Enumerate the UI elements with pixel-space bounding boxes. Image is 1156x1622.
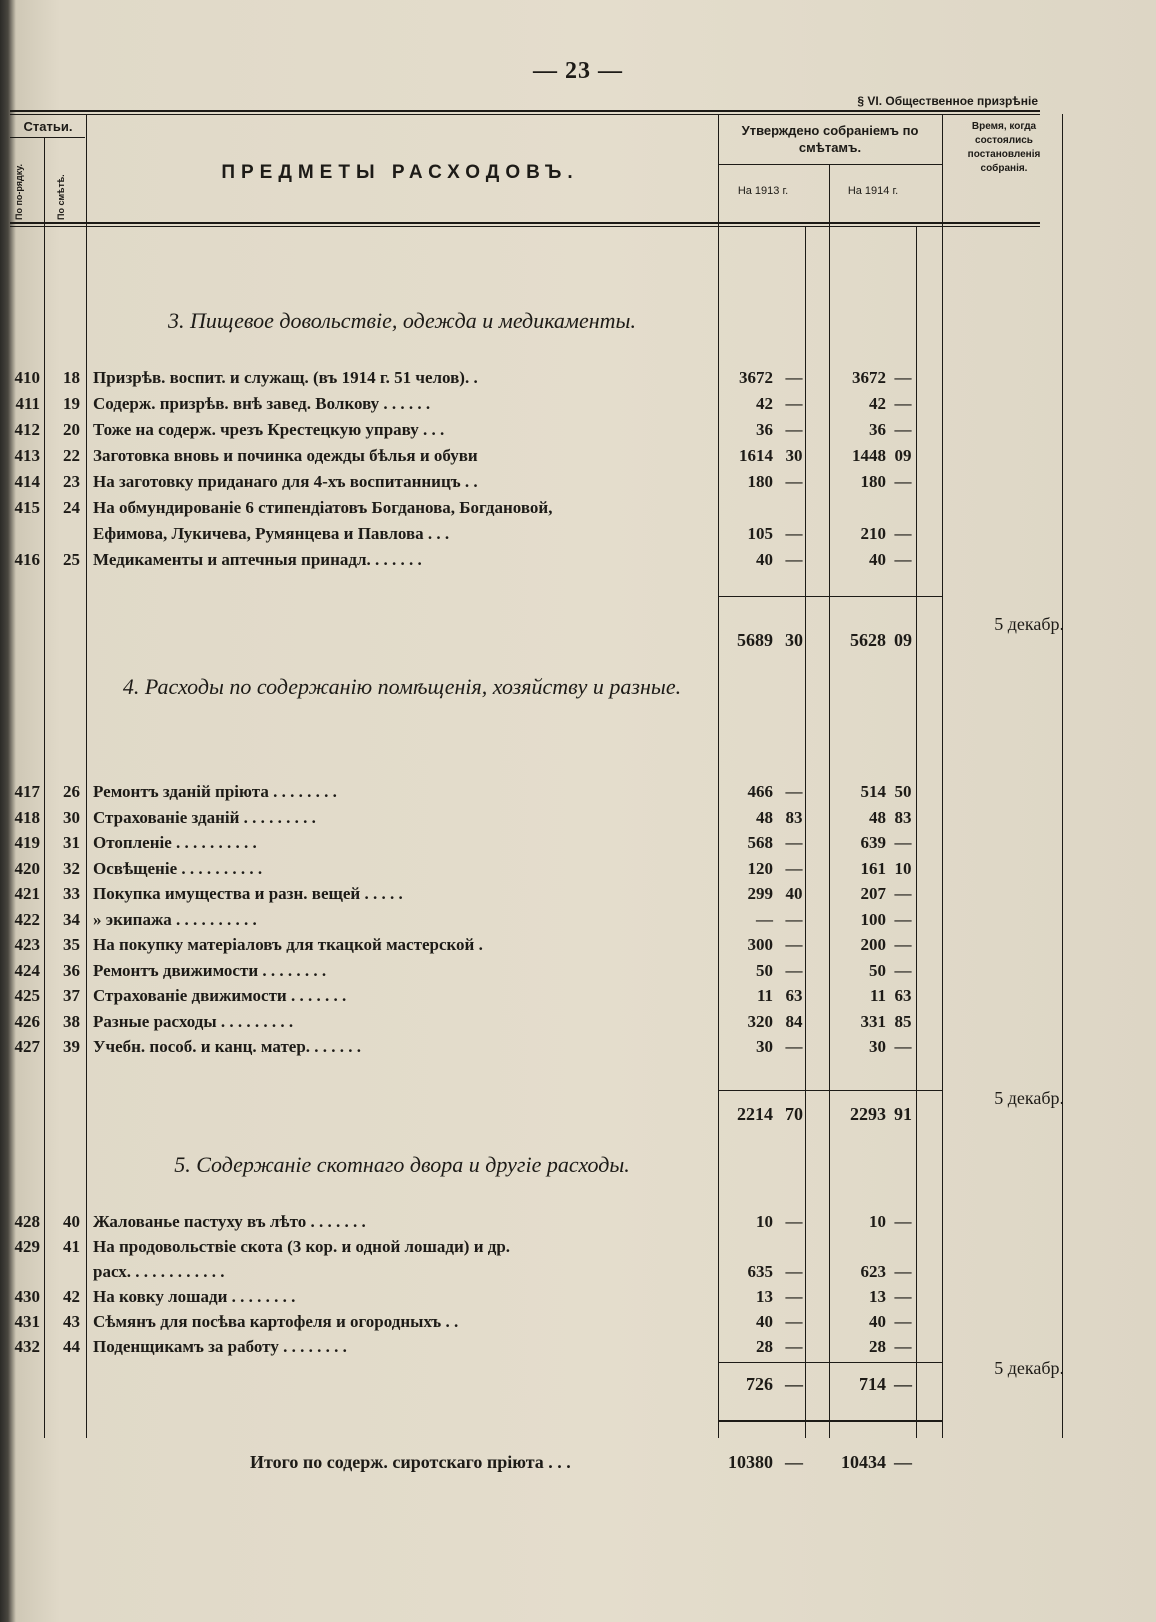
cell-no: 422 bbox=[14, 909, 40, 929]
cell-r14: 40 bbox=[869, 550, 886, 569]
cell-k13: — bbox=[785, 1287, 803, 1306]
cell-k14: — bbox=[894, 909, 912, 929]
cell-k14: 83 bbox=[894, 807, 912, 827]
table-row bbox=[0, 1237, 1156, 1263]
grand-total-1913: 10380 bbox=[728, 1452, 773, 1472]
cell-sm: 24 bbox=[63, 498, 80, 517]
cell-item: Заготовка вновь и починка одежды бѣлья и обуви bbox=[93, 446, 478, 465]
grand-total-1913-kop: — bbox=[785, 1452, 803, 1472]
cell-no: 424 bbox=[14, 960, 40, 980]
cell-k13: — bbox=[785, 833, 803, 852]
cell-no: 420 bbox=[14, 858, 40, 878]
cell-r13: 105 bbox=[747, 524, 773, 543]
cell-k13: 40 bbox=[785, 884, 803, 903]
table-row bbox=[0, 935, 1156, 961]
articles-header: Статьи. bbox=[23, 119, 73, 134]
subtotal-r13: 726 bbox=[746, 1374, 773, 1394]
subtotal-row bbox=[0, 614, 1156, 656]
cell-k13: — bbox=[785, 1262, 803, 1281]
cell-r13: 635 bbox=[747, 1262, 773, 1281]
cell-r14: 30 bbox=[869, 1037, 886, 1056]
cell-k14: — bbox=[894, 935, 912, 954]
cell-k14: — bbox=[894, 368, 912, 387]
cell-r13: 299 bbox=[747, 884, 773, 903]
cell-k14: — bbox=[894, 1337, 912, 1356]
cell-k13: — bbox=[785, 858, 803, 878]
cell-r13: 50 bbox=[756, 960, 773, 980]
section-reference: § VI. Общественное призрѣніе bbox=[857, 94, 1038, 108]
subtotal-time: 5 декабр. bbox=[994, 1358, 1064, 1378]
cell-r14: 42 bbox=[869, 394, 886, 413]
cell-r13: 30 bbox=[756, 1037, 773, 1056]
cell-sm: 34 bbox=[63, 909, 80, 929]
cell-r14: 1448 bbox=[852, 446, 886, 465]
table-row bbox=[0, 986, 1156, 1012]
cell-r13: 120 bbox=[747, 858, 773, 878]
cell-item: Отопленіе . . . . . . . . . . bbox=[93, 833, 257, 852]
cell-r13: 36 bbox=[756, 420, 773, 439]
cell-r13: 180 bbox=[747, 472, 773, 491]
cell-k13: — bbox=[785, 524, 803, 543]
cell-r14: 11 bbox=[869, 986, 886, 1005]
cell-r14: 514 bbox=[860, 782, 886, 801]
cell-k14: — bbox=[894, 1262, 912, 1281]
cell-sm: 40 bbox=[63, 1212, 80, 1231]
subtotal-r13: 2214 bbox=[737, 1104, 773, 1124]
table-row bbox=[0, 782, 1156, 808]
cell-sm: 20 bbox=[63, 420, 80, 439]
cell-no: 410 bbox=[14, 368, 40, 387]
cell-sm: 31 bbox=[63, 833, 80, 852]
subtotal-rule bbox=[718, 596, 942, 597]
by-estimate-header: По смѣтѣ. bbox=[56, 174, 66, 220]
cell-no: 425 bbox=[14, 986, 40, 1005]
cell-no: 432 bbox=[14, 1337, 40, 1356]
cell-r14: 36 bbox=[869, 420, 886, 439]
table-top-rule-thin bbox=[10, 114, 1040, 115]
cell-no: 419 bbox=[14, 833, 40, 852]
cell-item: » экипажа . . . . . . . . . . bbox=[93, 909, 257, 929]
table-row bbox=[0, 884, 1156, 910]
cell-k13: — bbox=[785, 1037, 803, 1056]
table-row bbox=[0, 1012, 1156, 1038]
cell-k13: — bbox=[785, 368, 803, 387]
cell-r13: — bbox=[756, 909, 773, 929]
cell-r14: 161 bbox=[860, 858, 886, 878]
cell-k14: 85 bbox=[894, 1011, 912, 1031]
table-row bbox=[0, 446, 1156, 472]
cell-k13: — bbox=[785, 472, 803, 491]
cell-item: Разные расходы . . . . . . . . . bbox=[93, 1011, 294, 1031]
grand-total-label: Итого по содерж. сиротскаго пріюта . . . bbox=[250, 1452, 571, 1472]
cell-sm: 26 bbox=[63, 782, 80, 801]
grand-total-1914: 10434 bbox=[841, 1452, 886, 1472]
grand-total-1914-kop: — bbox=[894, 1452, 912, 1472]
cell-no: 418 bbox=[14, 807, 40, 827]
cell-sm: 44 bbox=[63, 1337, 80, 1356]
cell-r14: 639 bbox=[860, 833, 886, 852]
table-title: ПРЕДМЕТЫ РАСХОДОВЪ. bbox=[221, 162, 579, 183]
cell-k13: 63 bbox=[785, 986, 803, 1005]
subtotal-r13: 5689 bbox=[737, 630, 773, 650]
table-top-rule bbox=[10, 110, 1040, 112]
cell-item: На ковку лошади . . . . . . . . bbox=[93, 1287, 296, 1306]
table-row bbox=[0, 524, 1156, 550]
cell-r14: 50 bbox=[869, 960, 886, 980]
cell-no: 413 bbox=[14, 446, 40, 465]
cell-r13: 568 bbox=[747, 833, 773, 852]
cell-r13: 10 bbox=[756, 1212, 773, 1231]
cell-k14: — bbox=[894, 524, 912, 543]
table-row bbox=[0, 1212, 1156, 1238]
page-number: — 23 — bbox=[533, 58, 623, 84]
cell-r14: 3672 bbox=[852, 368, 886, 387]
cell-r13: 40 bbox=[756, 1312, 773, 1331]
cell-r13: 300 bbox=[747, 935, 773, 954]
cell-r13: 466 bbox=[747, 782, 773, 801]
cell-r13: 3672 bbox=[739, 368, 773, 387]
table-row bbox=[0, 550, 1156, 576]
cell-no: 427 bbox=[14, 1037, 40, 1056]
cell-k14: — bbox=[894, 1312, 912, 1331]
cell-no: 431 bbox=[14, 1312, 40, 1331]
cell-no: 423 bbox=[14, 935, 40, 954]
cell-sm: 33 bbox=[63, 884, 80, 903]
cell-item: Медикаменты и аптечныя принадл. . . . . . . bbox=[93, 550, 422, 569]
cell-r13: 40 bbox=[756, 550, 773, 569]
section-title-5: 5. Содержаніе скотнаго двора и другіе расходы. bbox=[174, 1152, 630, 1177]
cell-no: 416 bbox=[14, 550, 40, 569]
cell-k14: — bbox=[894, 550, 912, 569]
cell-no: 430 bbox=[14, 1287, 40, 1306]
cell-r14: 48 bbox=[869, 807, 886, 827]
cell-r13: 1614 bbox=[739, 446, 773, 465]
subtotal-time: 5 декабр. bbox=[994, 614, 1064, 634]
cell-item: Страхованіе зданій . . . . . . . . . bbox=[93, 807, 316, 827]
cell-no: 415 bbox=[14, 498, 40, 517]
cell-sm: 23 bbox=[63, 472, 80, 491]
cell-r14: 40 bbox=[869, 1312, 886, 1331]
table-row bbox=[0, 1287, 1156, 1313]
cell-k13: — bbox=[785, 1337, 803, 1356]
approved-header: Утверждено собраніемъ по смѣтамъ. bbox=[741, 123, 919, 155]
cell-item: На заготовку приданаго для 4-хъ воспитанницъ . . bbox=[93, 472, 478, 491]
cell-r13: 11 bbox=[756, 986, 773, 1005]
cell-no: 412 bbox=[14, 420, 40, 439]
cell-no: 417 bbox=[14, 782, 40, 801]
cell-no: 428 bbox=[14, 1212, 40, 1231]
cell-k13: 83 bbox=[785, 807, 803, 827]
table-row bbox=[0, 1312, 1156, 1338]
cell-k14: — bbox=[894, 833, 912, 852]
subtotal-rule bbox=[718, 1090, 942, 1091]
table-row bbox=[0, 368, 1156, 394]
cell-no: 421 bbox=[14, 884, 40, 903]
cell-item: Ефимова, Лукичева, Румянцева и Павлова . . . bbox=[93, 524, 450, 543]
subtotal-k14: 09 bbox=[894, 630, 912, 650]
table-row bbox=[0, 1262, 1156, 1288]
cell-item: Сѣмянъ для посѣва картофеля и огородныхъ . . bbox=[93, 1312, 459, 1331]
table-row bbox=[0, 961, 1156, 987]
table-row bbox=[0, 498, 1156, 524]
subtotal-k13: 70 bbox=[785, 1104, 803, 1124]
cell-sm: 25 bbox=[63, 550, 80, 569]
cell-r13: 320 bbox=[747, 1011, 773, 1031]
articles-underline bbox=[10, 137, 85, 138]
cell-k13: — bbox=[785, 960, 803, 980]
cell-item: Поденщикамъ за работу . . . . . . . . bbox=[93, 1337, 347, 1356]
section-title-4: 4. Расходы по содержанію помѣщенія, хозяйству и разные. bbox=[122, 674, 682, 699]
cell-sm: 43 bbox=[63, 1312, 80, 1331]
cell-sm: 38 bbox=[63, 1011, 80, 1031]
cell-r14: 100 bbox=[860, 909, 886, 929]
cell-no: 411 bbox=[15, 394, 40, 413]
table-row bbox=[0, 472, 1156, 498]
by-order-header: По по-рядку. bbox=[14, 164, 24, 220]
subtotal-r14: 2293 bbox=[850, 1104, 886, 1124]
cell-r14: 207 bbox=[860, 884, 886, 903]
cell-sm: 32 bbox=[63, 858, 80, 878]
cell-sm: 36 bbox=[63, 960, 80, 980]
cell-r14: 200 bbox=[860, 935, 886, 954]
table-row bbox=[0, 808, 1156, 834]
cell-k13: — bbox=[785, 909, 803, 929]
cell-k13: — bbox=[785, 420, 803, 439]
cell-k13: — bbox=[785, 394, 803, 413]
cell-k14: — bbox=[894, 1037, 912, 1056]
cell-item: Тоже на содерж. чрезъ Крестецкую управу . . . bbox=[93, 420, 445, 439]
cell-item: Страхованіе движимости . . . . . . . bbox=[93, 986, 347, 1005]
cell-item: расх. . . . . . . . . . . . bbox=[93, 1262, 225, 1281]
cell-k14: — bbox=[894, 960, 912, 980]
table-row bbox=[0, 1037, 1156, 1063]
cell-r14: 13 bbox=[869, 1287, 886, 1306]
cell-k14: — bbox=[894, 420, 912, 439]
cell-sm: 30 bbox=[63, 807, 80, 827]
header-bottom-rule-thin bbox=[10, 226, 1040, 227]
cell-k13: — bbox=[785, 782, 803, 801]
cell-r14: 10 bbox=[869, 1212, 886, 1231]
cell-k14: 63 bbox=[894, 986, 912, 1005]
grand-total-row bbox=[0, 1452, 1156, 1478]
cell-sm: 37 bbox=[63, 986, 80, 1005]
cell-r13: 28 bbox=[756, 1337, 773, 1356]
subtotal-k13: — bbox=[785, 1374, 803, 1394]
cell-k13: 30 bbox=[785, 446, 803, 465]
cell-k14: 50 bbox=[894, 782, 912, 801]
cell-no: 429 bbox=[14, 1237, 40, 1256]
cell-no: 414 bbox=[14, 472, 40, 491]
cell-r13: 48 bbox=[756, 807, 773, 827]
grand-total-rule bbox=[718, 1420, 942, 1422]
section-title-3: 3. Пищевое довольствіе, одежда и медикаменты. bbox=[168, 308, 636, 333]
header-bottom-rule bbox=[10, 222, 1040, 224]
approved-underline bbox=[718, 164, 942, 165]
cell-item: Содерж. призрѣв. внѣ завед. Волкову . . . . . . bbox=[93, 394, 431, 413]
cell-item: На продовольствіе скота (3 кор. и одной лошади) и др. bbox=[93, 1237, 511, 1256]
cell-k13: — bbox=[785, 550, 803, 569]
year-1914-header: На 1914 г. bbox=[847, 185, 899, 197]
subtotal-rule bbox=[718, 1362, 942, 1363]
cell-k13: — bbox=[785, 1312, 803, 1331]
subtotal-k14: 91 bbox=[894, 1104, 912, 1124]
cell-r14: 180 bbox=[860, 472, 886, 491]
year-1913-header: На 1913 г. bbox=[737, 185, 789, 197]
cell-item: Ремонтъ движимости . . . . . . . . bbox=[93, 960, 327, 980]
subtotal-row bbox=[0, 1088, 1156, 1130]
subtotal-r14: 714 bbox=[859, 1374, 886, 1394]
cell-item: На обмундированіе 6 стипендіатовъ Богданова, Богдановой, bbox=[93, 498, 553, 517]
time-header: Время, когда состоялись постановленія собранія. bbox=[967, 121, 1041, 174]
cell-item: Учебн. пособ. и канц. матер. . . . . . . bbox=[93, 1037, 362, 1056]
table-row bbox=[0, 420, 1156, 446]
cell-r13: 13 bbox=[756, 1287, 773, 1306]
cell-k14: 10 bbox=[894, 858, 912, 878]
cell-item: Освѣщеніе . . . . . . . . . . bbox=[93, 858, 263, 878]
subtotal-row bbox=[0, 1358, 1156, 1400]
cell-k14: — bbox=[894, 1212, 912, 1231]
cell-sm: 42 bbox=[63, 1287, 80, 1306]
cell-item: Покупка имущества и разн. вещей . . . . . bbox=[93, 884, 403, 903]
table-row bbox=[0, 910, 1156, 936]
cell-no: 426 bbox=[14, 1011, 40, 1031]
cell-k14: — bbox=[894, 884, 912, 903]
cell-k13: — bbox=[785, 1212, 803, 1231]
cell-item: Жалованье пастуху въ лѣто . . . . . . . bbox=[93, 1212, 366, 1231]
cell-r14: 210 bbox=[860, 524, 886, 543]
cell-r14: 623 bbox=[860, 1262, 886, 1281]
cell-item: Ремонтъ зданій пріюта . . . . . . . . bbox=[93, 782, 337, 801]
cell-sm: 39 bbox=[63, 1037, 80, 1056]
subtotal-r14: 5628 bbox=[850, 630, 886, 650]
subtotal-k14: — bbox=[894, 1374, 912, 1394]
cell-r14: 331 bbox=[860, 1011, 886, 1031]
subtotal-k13: 30 bbox=[785, 630, 803, 650]
cell-r14: 28 bbox=[869, 1337, 886, 1356]
subtotal-time: 5 декабр. bbox=[994, 1088, 1064, 1108]
cell-item: На покупку матеріаловъ для ткацкой мастерской . bbox=[93, 935, 483, 954]
cell-sm: 41 bbox=[63, 1237, 80, 1256]
cell-sm: 35 bbox=[63, 935, 80, 954]
cell-k14: — bbox=[894, 394, 912, 413]
cell-k14: — bbox=[894, 472, 912, 491]
cell-item: Призрѣв. воспит. и служащ. (въ 1914 г. 51 челов). . bbox=[93, 368, 478, 387]
cell-k13: — bbox=[785, 935, 803, 954]
cell-sm: 22 bbox=[63, 446, 80, 465]
cell-r13: 42 bbox=[756, 394, 773, 413]
cell-sm: 18 bbox=[63, 368, 80, 387]
table-row bbox=[0, 394, 1156, 420]
table-row bbox=[0, 833, 1156, 859]
cell-sm: 19 bbox=[63, 394, 80, 413]
table-row bbox=[0, 859, 1156, 885]
cell-k14: — bbox=[894, 1287, 912, 1306]
cell-k13: 84 bbox=[785, 1011, 803, 1031]
cell-k14: 09 bbox=[894, 446, 912, 465]
